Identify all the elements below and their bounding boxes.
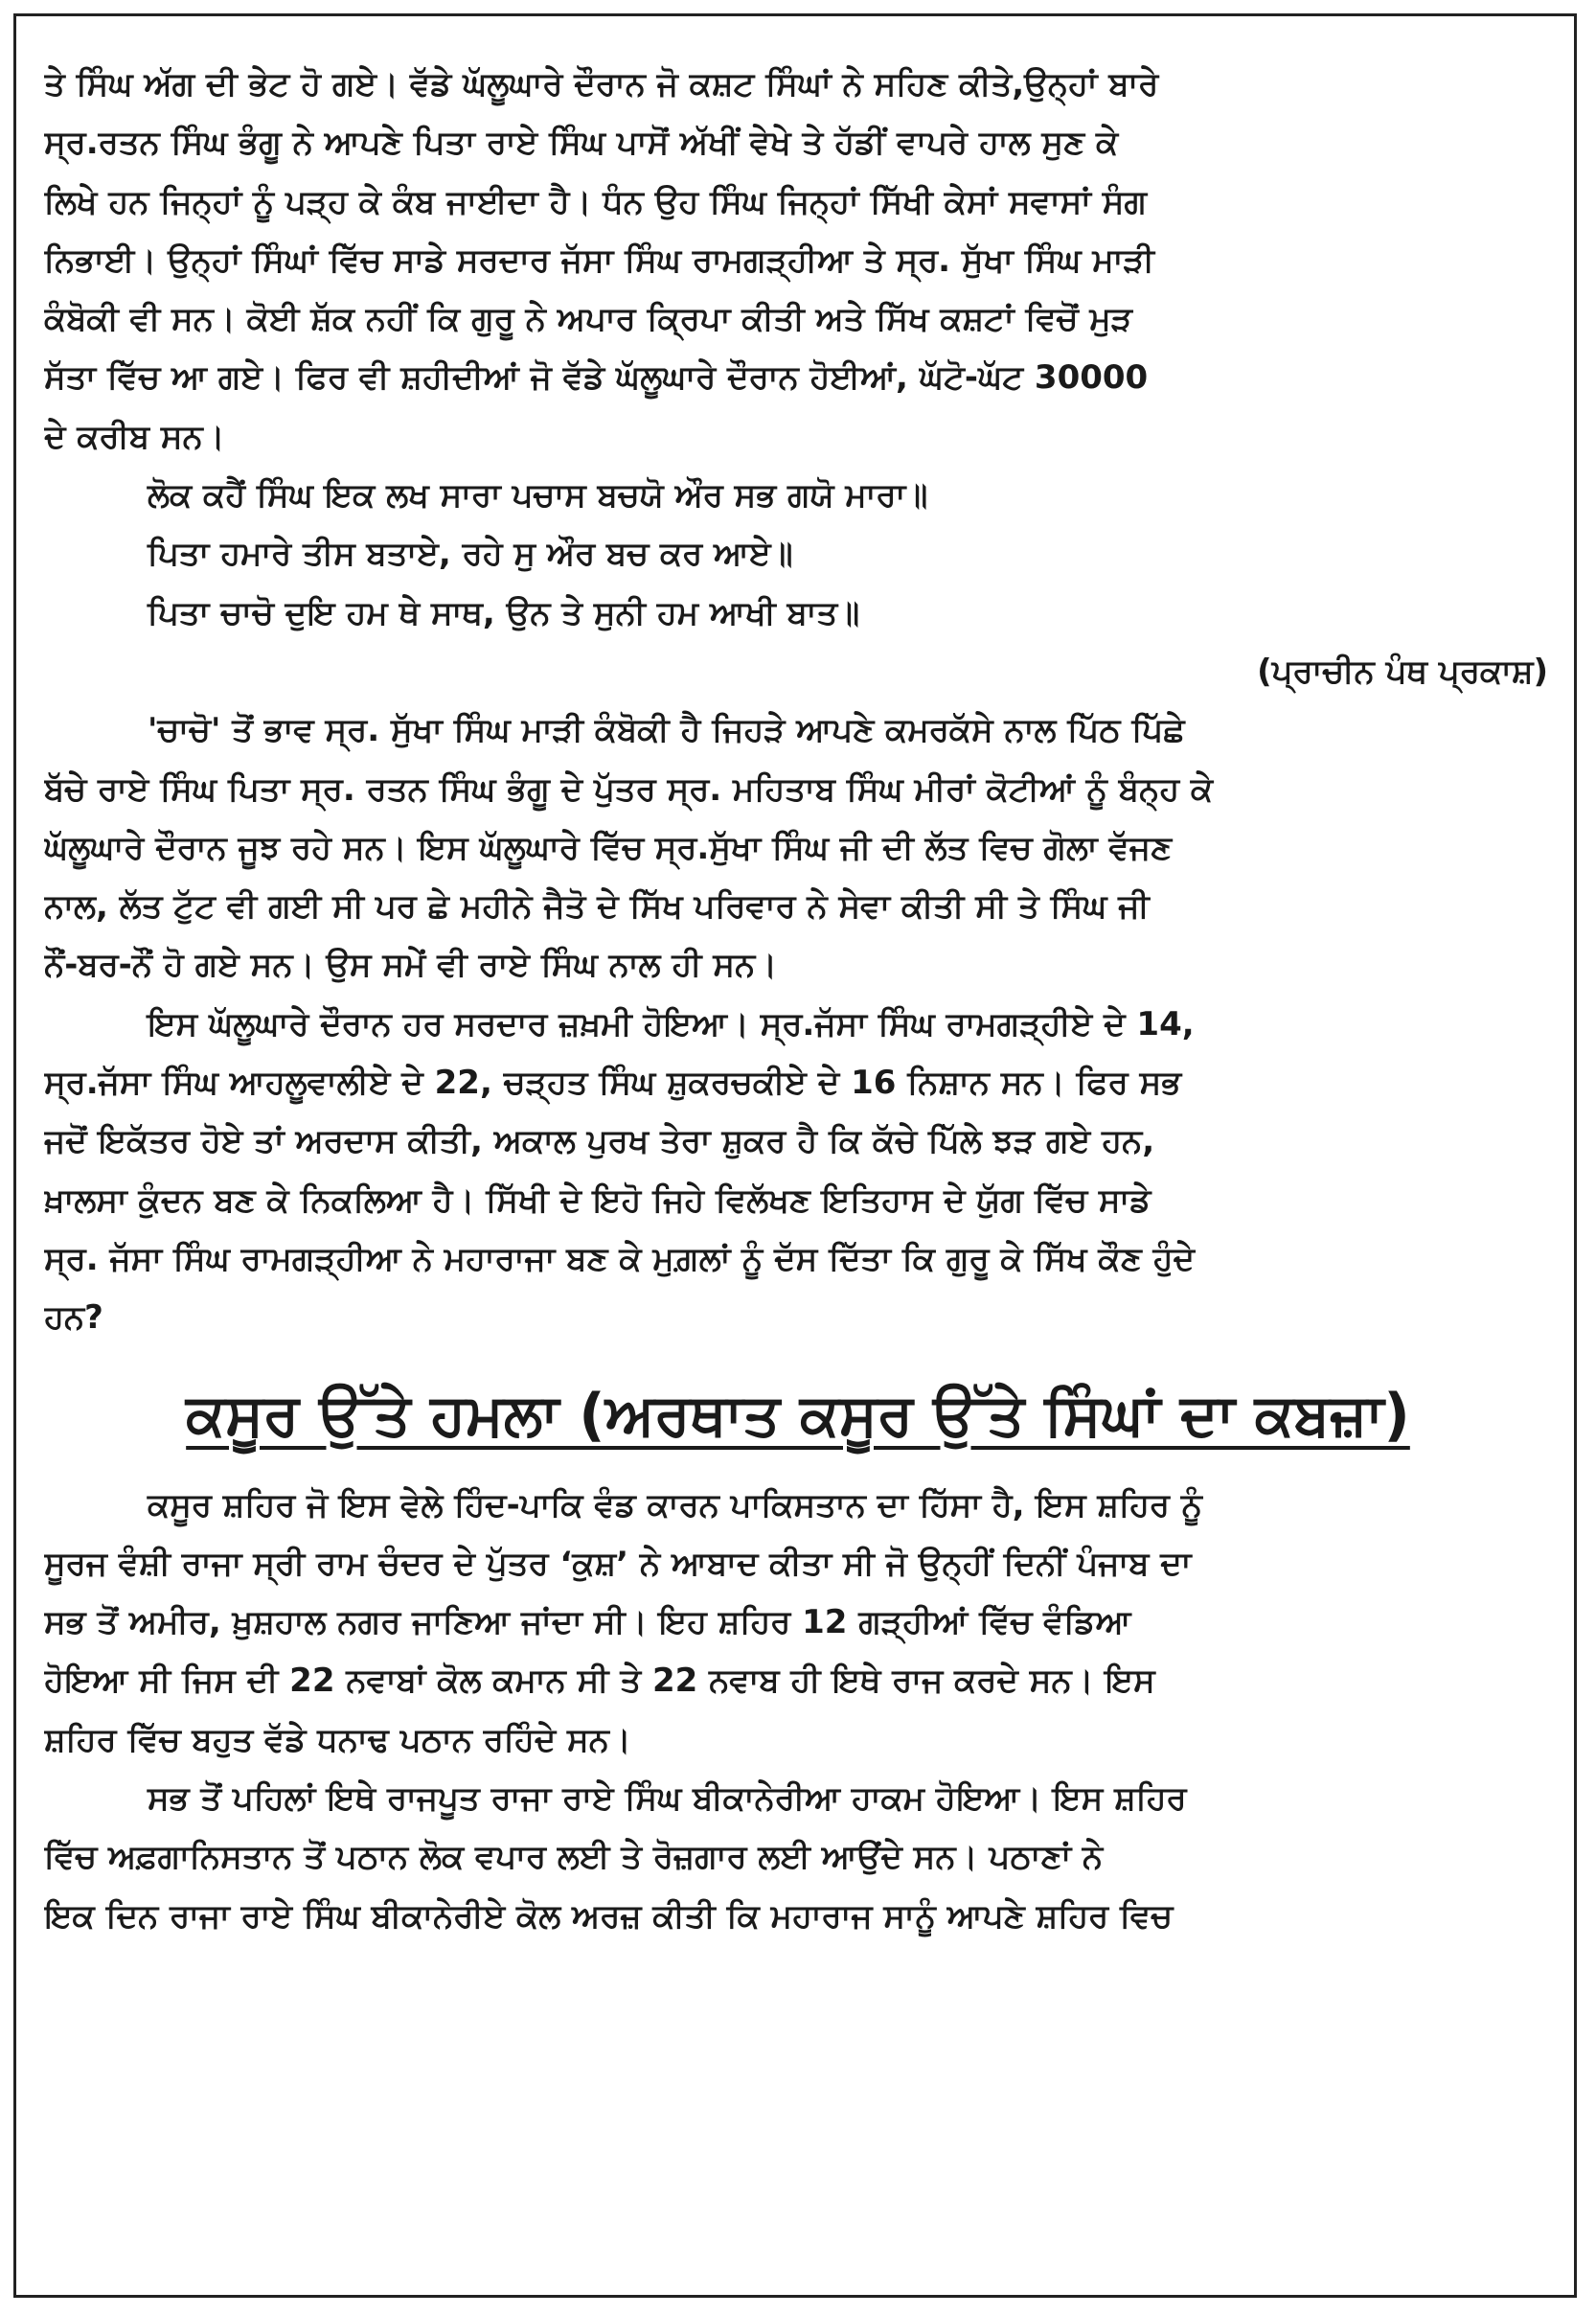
text-line: ਤੇ ਸਿੰਘ ਅੱਗ ਦੀ ਭੇਟ ਹੋ ਗਏ। ਵੱਡੇ ਘੱਲੂਘਾਰੇ ਦੌਰਾਨ ਜੋ ਕਸ਼ਟ ਸਿੰਘਾਂ ਨੇ ਸਹਿਣ ਕੀਤੇ,ਉਨ੍ਹਾਂ ਬਾਰੇ: [44, 65, 1159, 103]
verse-line: ਪਿਤਾ ਹਮਾਰੇ ਤੀਸ ਬਤਾਏ, ਰਹੇ ਸੁ ਔਰ ਬਚ ਕਰ ਆਏ॥: [148, 535, 793, 574]
text-line: ਸੱਤਾ ਵਿੱਚ ਆ ਗਏ। ਫਿਰ ਵੀ ਸ਼ਹੀਦੀਆਂ ਜੋ ਵੱਡੇ ਘੱਲੂਘਾਰੇ ਦੌਰਾਨ ਹੋਈਆਂ, ਘੱਟੋ-ਘੱਟ 30000: [44, 358, 1149, 398]
paragraph-5: [44, 1770, 1552, 1946]
text-line: 'ਚਾਚੋ' ਤੋਂ ਭਾਵ ਸ੍ਰ. ਸੁੱਖਾ ਸਿੰਘ ਮਾੜੀ ਕੰਬੋਕੀ ਹੈ ਜਿਹੜੇ ਆਪਣੇ ਕਮਰਕੱਸੇ ਨਾਲ ਪਿੱਠ ਪਿੱਛੇ: [148, 711, 1185, 750]
text-line: ਨਿਭਾਈ। ਉਨ੍ਹਾਂ ਸਿੰਘਾਂ ਵਿੱਚ ਸਾਡੇ ਸਰਦਾਰ ਜੱਸਾ ਸਿੰਘ ਰਾਮਗੜ੍ਹੀਆ ਤੇ ਸ੍ਰ. ਸੁੱਖਾ ਸਿੰਘ ਮਾੜੀ: [44, 241, 1154, 280]
paragraph-1: [44, 56, 1552, 467]
verse-block: [44, 467, 1552, 701]
paragraph-3: [44, 996, 1552, 1348]
verse-line: ਲੋਕ ਕਹੈਂ ਸਿੰਘ ਇਕ ਲਖ ਸਾਰਾ ਪਚਾਸ ਬਚਯੋ ਔਰ ਸਭ ਗਯੋ ਮਾਰਾ॥: [148, 476, 928, 516]
section-heading: ਕਸੂਰ ਉੱਤੇ ਹਮਲਾ (ਅਰਥਾਤ ਕਸੂਰ ਉੱਤੇ ਸਿੰਘਾਂ ਦਾ ਕਬਜ਼ਾ): [186, 1381, 1410, 1449]
text-line: ਸਭ ਤੋਂ ਪਹਿਲਾਂ ਇਥੇ ਰਾਜਪੂਤ ਰਾਜਾ ਰਾਏ ਸਿੰਘ ਬੀਕਾਨੇਰੀਆ ਹਾਕਮ ਹੋਇਆ। ਇਸ ਸ਼ਹਿਰ: [148, 1779, 1187, 1819]
text-line: ਨੌਂ-ਬਰ-ਨੌਂ ਹੋ ਗਏ ਸਨ। ਉਸ ਸਮੇਂ ਵੀ ਰਾਏ ਸਿੰਘ ਨਾਲ ਹੀ ਸਨ।: [44, 946, 778, 985]
verse-citation: (ਪ੍ਰਾਚੀਨ ਪੰਥ ਪ੍ਰਕਾਸ਼): [1257, 652, 1548, 691]
text-line: ਹੋਇਆ ਸੀ ਜਿਸ ਦੀ 22 ਨਵਾਬਾਂ ਕੋਲ ਕਮਾਨ ਸੀ ਤੇ 22 ਨਵਾਬ ਹੀ ਇਥੇ ਰਾਜ ਕਰਦੇ ਸਨ। ਇਸ: [44, 1662, 1155, 1701]
text-line: ਸ੍ਰ. ਜੱਸਾ ਸਿੰਘ ਰਾਮਗੜ੍ਹੀਆ ਨੇ ਮਹਾਰਾਜਾ ਬਣ ਕੇ ਮੁਗ਼ਲਾਂ ਨੂੰ ਦੱਸ ਦਿੱਤਾ ਕਿ ਗੁਰੂ ਕੇ ਸਿੱਖ ਕੌਣ ਹੁੰਦੇ: [44, 1239, 1195, 1278]
text-line: ਵਿੱਚ ਅਫ਼ਗਾਨਿਸਤਾਨ ਤੋਂ ਪਠਾਨ ਲੋਕ ਵਪਾਰ ਲਈ ਤੇ ਰੋਜ਼ਗਾਰ ਲਈ ਆਉਂਦੇ ਸਨ। ਪਠਾਣਾਂ ਨੇ: [44, 1838, 1104, 1877]
text-line: ਸੂਰਜ ਵੰਸ਼ੀ ਰਾਜਾ ਸ੍ਰੀ ਰਾਮ ਚੰਦਰ ਦੇ ਪੁੱਤਰ ‘ਕੁਸ਼’ ਨੇ ਆਬਾਦ ਕੀਤਾ ਸੀ ਜੋ ਉਨ੍ਹੀਂ ਦਿਨੀਂ ਪੰਜਾਬ ਦਾ: [44, 1544, 1192, 1583]
text-line: ਇਸ ਘੱਲੂਘਾਰੇ ਦੌਰਾਨ ਹਰ ਸਰਦਾਰ ਜ਼ਖ਼ਮੀ ਹੋਇਆ। ਸ੍ਰ.ਜੱਸਾ ਸਿੰਘ ਰਾਮਗੜ੍ਹੀਏ ਦੇ 14,: [148, 1004, 1195, 1043]
text-line: ਸ੍ਰ.ਜੱਸਾ ਸਿੰਘ ਆਹਲੂਵਾਲੀਏ ਦੇ 22, ਚੜ੍ਹਤ ਸਿੰਘ ਸ਼ੁਕਰਚਕੀਏ ਦੇ 16 ਨਿਸ਼ਾਨ ਸਨ। ਫਿਰ ਸਭ: [44, 1064, 1182, 1103]
text-line: ਹਨ?: [44, 1298, 103, 1338]
text-line: ਘੱਲੂਘਾਰੇ ਦੌਰਾਨ ਜੂਝ ਰਹੇ ਸਨ। ਇਸ ਘੱਲੂਘਾਰੇ ਵਿੱਚ ਸ੍ਰ.ਸੁੱਖਾ ਸਿੰਘ ਜੀ ਦੀ ਲੱਤ ਵਿਚ ਗੋਲਾ ਵੱਜਣ: [44, 828, 1173, 867]
text-line: ਦੇ ਕਰੀਬ ਸਨ।: [44, 417, 225, 456]
text-line: ਲਿਖੇ ਹਨ ਜਿਨ੍ਹਾਂ ਨੂੰ ਪੜ੍ਹ ਕੇ ਕੰਬ ਜਾਈਦਾ ਹੈ। ਧੰਨ ਉਹ ਸਿੰਘ ਜਿਨ੍ਹਾਂ ਸਿੱਖੀ ਕੇਸਾਂ ਸਵਾਸਾਂ ਸੰਗ: [44, 182, 1148, 221]
text-line: ਕਸੂਰ ਸ਼ਹਿਰ ਜੋ ਇਸ ਵੇਲੇ ਹਿੰਦ-ਪਾਕਿ ਵੰਡ ਕਾਰਨ ਪਾਕਿਸਤਾਨ ਦਾ ਹਿੱਸਾ ਹੈ, ਇਸ ਸ਼ਹਿਰ ਨੂੰ: [148, 1485, 1202, 1524]
text-line: ਇਕ ਦਿਨ ਰਾਜਾ ਰਾਏ ਸਿੰਘ ਬੀਕਾਨੇਰੀਏ ਕੋਲ ਅਰਜ਼ ਕੀਤੀ ਕਿ ਮਹਾਰਾਜ ਸਾਨੂੰ ਆਪਣੇ ਸ਼ਹਿਰ ਵਿਚ: [44, 1896, 1174, 1936]
paragraph-2: [44, 701, 1552, 995]
text-line: ਖ਼ਾਲਸਾ ਕੁੰਦਨ ਬਣ ਕੇ ਨਿਕਲਿਆ ਹੈ। ਸਿੱਖੀ ਦੇ ਇਹੋ ਜਿਹੇ ਵਿਲੱਖਣ ਇਤਿਹਾਸ ਦੇ ਯੁੱਗ ਵਿੱਚ ਸਾਡੇ: [44, 1180, 1151, 1220]
text-line: ਸ਼ਹਿਰ ਵਿੱਚ ਬਹੁਤ ਵੱਡੇ ਧਨਾਢ ਪਠਾਨ ਰਹਿੰਦੇ ਸਨ।: [44, 1720, 631, 1759]
text-line: ਜਦੋਂ ਇਕੱਤਰ ਹੋਏ ਤਾਂ ਅਰਦਾਸ ਕੀਤੀ, ਅਕਾਲ ਪੁਰਖ ਤੇਰਾ ਸ਼ੁਕਰ ਹੈ ਕਿ ਕੱਚੇ ਪਿੱਲੇ ਝੜ ਗਏ ਹਨ,: [44, 1122, 1155, 1161]
paragraph-4: [44, 1477, 1552, 1770]
document-body: [44, 56, 1552, 1946]
text-line: ਕੰਬੋਕੀ ਵੀ ਸਨ। ਕੋਈ ਸ਼ੱਕ ਨਹੀਂ ਕਿ ਗੁਰੂ ਨੇ ਅਪਾਰ ਕ੍ਰਿਪਾ ਕੀਤੀ ਅਤੇ ਸਿੱਖ ਕਸ਼ਟਾਂ ਵਿਚੋਂ ਮੁੜ: [44, 300, 1132, 339]
text-line: ਸਭ ਤੋਂ ਅਮੀਰ, ਖ਼ੁਸ਼ਹਾਲ ਨਗਰ ਜਾਣਿਆ ਜਾਂਦਾ ਸੀ। ਇਹ ਸ਼ਹਿਰ 12 ਗੜ੍ਹੀਆਂ ਵਿੱਚ ਵੰਡਿਆ: [44, 1603, 1131, 1642]
text-line: ਨਾਲ, ਲੱਤ ਟੁੱਟ ਵੀ ਗਈ ਸੀ ਪਰ ਛੇ ਮਹੀਨੇ ਜੈਤੋ ਦੇ ਸਿੱਖ ਪਰਿਵਾਰ ਨੇ ਸੇਵਾ ਕੀਤੀ ਸੀ ਤੇ ਸਿੰਘ ਜੀ: [44, 887, 1150, 927]
verse-line: ਪਿਤਾ ਚਾਚੋ ਦੁਇ ਹਮ ਥੇ ਸਾਥ, ਉਨ ਤੇ ਸੁਨੀ ਹਮ ਆਖੀ ਬਾਤ॥: [148, 593, 860, 632]
text-line: ਬੱਚੇ ਰਾਏ ਸਿੰਘ ਪਿਤਾ ਸ੍ਰ. ਰਤਨ ਸਿੰਘ ਭੰਗੂ ਦੇ ਪੁੱਤਰ ਸ੍ਰ. ਮਹਿਤਾਬ ਸਿੰਘ ਮੀਰਾਂ ਕੋਟੀਆਂ ਨੂੰ ਬੰਨ੍ਹ ਕੇ: [44, 769, 1214, 809]
text-line: ਸ੍ਰ.ਰਤਨ ਸਿੰਘ ਭੰਗੂ ਨੇ ਆਪਣੇ ਪਿਤਾ ਰਾਏ ਸਿੰਘ ਪਾਸੋਂ ਅੱਖੀਂ ਵੇਖੇ ਤੇ ਹੱਡੀਂ ਵਾਪਰੇ ਹਾਲ ਸੁਣ ਕੇ: [44, 124, 1119, 163]
